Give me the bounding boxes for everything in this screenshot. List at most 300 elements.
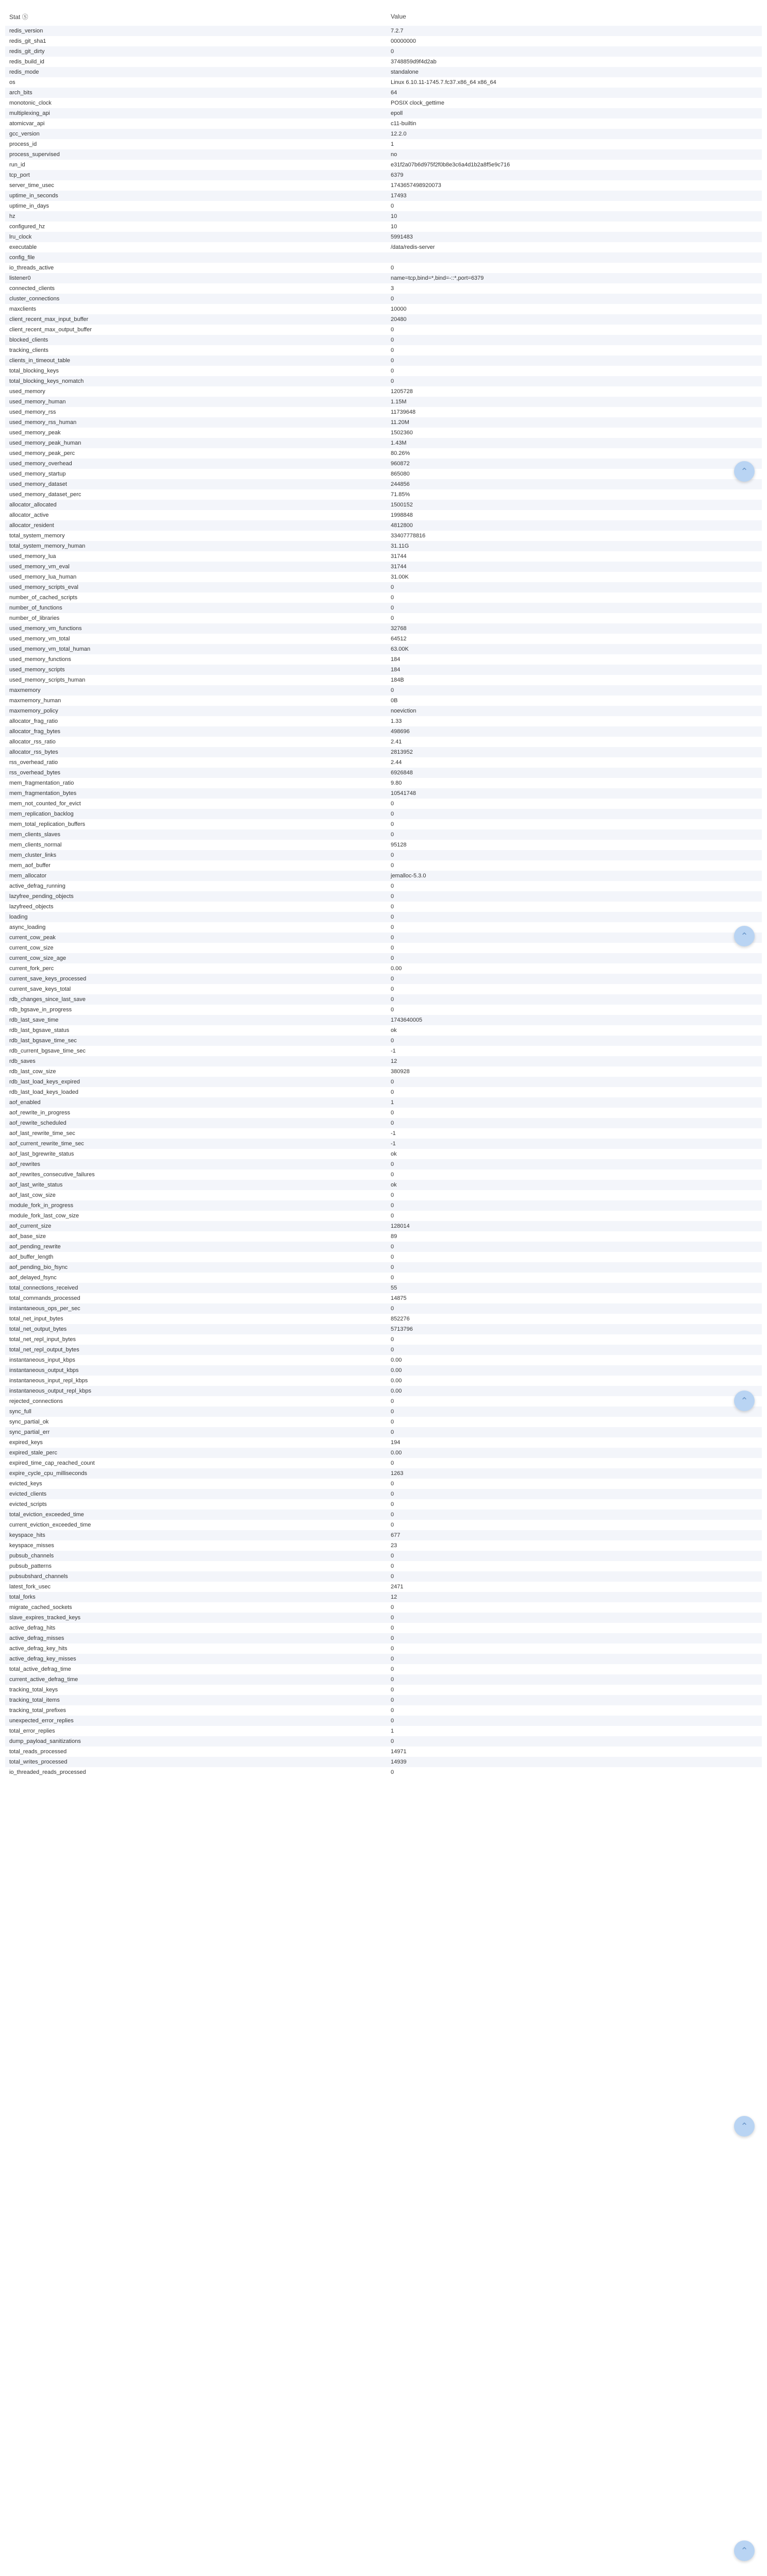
stat-value-cell: 0 bbox=[391, 1718, 394, 1724]
stat-name-cell: tracking_clients bbox=[9, 347, 48, 353]
stat-value-cell: epoll bbox=[391, 110, 403, 116]
stat-value-cell: 0 bbox=[391, 687, 394, 693]
stat-name-cell: total_net_repl_input_bytes bbox=[9, 1336, 76, 1343]
stat-value-cell: 0 bbox=[391, 1079, 394, 1085]
table-row bbox=[5, 242, 762, 252]
stat-value-cell: 0 bbox=[391, 1481, 394, 1487]
table-row bbox=[5, 98, 762, 108]
stat-value-cell: 33407778816 bbox=[391, 533, 426, 539]
stat-value-cell: 0.00 bbox=[391, 1450, 402, 1456]
table-row bbox=[5, 1046, 762, 1056]
stat-value-cell: 0 bbox=[391, 203, 394, 209]
stat-value-cell: 244856 bbox=[391, 481, 410, 487]
table-row bbox=[5, 953, 762, 963]
stat-value-cell: 0 bbox=[391, 615, 394, 621]
table-row bbox=[5, 1231, 762, 1242]
table-row bbox=[5, 1066, 762, 1077]
stat-name-cell: expired_time_cap_reached_count bbox=[9, 1460, 95, 1466]
stat-name-cell: evicted_clients bbox=[9, 1491, 47, 1497]
table-row bbox=[5, 623, 762, 634]
stat-name-cell: listener0 bbox=[9, 275, 31, 281]
stat-name-cell: aof_enabled bbox=[9, 1099, 41, 1106]
stat-value-cell: 14875 bbox=[391, 1295, 407, 1301]
stat-value-cell: 1 bbox=[391, 1099, 394, 1106]
table-row bbox=[5, 747, 762, 757]
table-row bbox=[5, 376, 762, 386]
scroll-top-button[interactable] bbox=[734, 2116, 755, 2137]
scroll-top-button[interactable] bbox=[734, 2540, 755, 2561]
stat-value-cell: 0 bbox=[391, 1573, 394, 1580]
stat-value-cell: -1 bbox=[391, 1130, 396, 1137]
chevron-up-icon: ⌃ bbox=[740, 930, 748, 941]
stat-name-cell: maxmemory bbox=[9, 687, 41, 693]
table-row bbox=[5, 1345, 762, 1355]
stat-value-cell: 71.85% bbox=[391, 492, 410, 498]
stat-name-cell: used_memory_human bbox=[9, 399, 66, 405]
table-row bbox=[5, 1334, 762, 1345]
stat-name-cell: aof_rewrites_consecutive_failures bbox=[9, 1172, 95, 1178]
stat-name-cell: uptime_in_days bbox=[9, 203, 49, 209]
stat-value-cell: 0 bbox=[391, 358, 394, 364]
table-row bbox=[5, 88, 762, 98]
stat-name-cell: redis_version bbox=[9, 28, 43, 34]
table-row bbox=[5, 1376, 762, 1386]
scroll-top-button[interactable] bbox=[734, 926, 755, 946]
table-row bbox=[5, 180, 762, 191]
stat-name-cell: cluster_connections bbox=[9, 296, 60, 302]
stat-value-cell: 0 bbox=[391, 1336, 394, 1343]
stat-name-cell: tracking_total_keys bbox=[9, 1687, 58, 1693]
scroll-top-button[interactable] bbox=[734, 461, 755, 482]
table-row bbox=[5, 500, 762, 510]
stat-value-cell: 5713796 bbox=[391, 1326, 413, 1332]
table-row bbox=[5, 1623, 762, 1633]
stat-name-cell: aof_pending_bio_fsync bbox=[9, 1264, 68, 1270]
table-row bbox=[5, 716, 762, 726]
stat-name-cell: total_commands_processed bbox=[9, 1295, 80, 1301]
stat-value-cell: 0 bbox=[391, 347, 394, 353]
stat-value-cell: 1.33 bbox=[391, 718, 402, 724]
table-row bbox=[5, 809, 762, 819]
table-row bbox=[5, 1170, 762, 1180]
stat-value-cell: 0 bbox=[391, 1347, 394, 1353]
stat-value-cell: c11-builtin bbox=[391, 121, 416, 127]
stat-name-cell: lru_clock bbox=[9, 234, 32, 240]
stat-name-cell: total_net_input_bytes bbox=[9, 1316, 63, 1322]
table-row bbox=[5, 1489, 762, 1499]
stat-value-cell: 1500152 bbox=[391, 502, 413, 508]
table-row bbox=[5, 1643, 762, 1654]
stat-value-cell: 0 bbox=[391, 584, 394, 590]
stat-value-cell: 0 bbox=[391, 1213, 394, 1219]
stat-name-cell: mem_fragmentation_ratio bbox=[9, 780, 74, 786]
stat-value-cell: 0 bbox=[391, 801, 394, 807]
stat-name-cell: executable bbox=[9, 244, 37, 250]
stat-name-cell: pubsub_channels bbox=[9, 1553, 54, 1559]
stat-name-cell: total_error_replies bbox=[9, 1728, 55, 1734]
table-row bbox=[5, 1252, 762, 1262]
stat-name-cell: server_time_usec bbox=[9, 182, 54, 189]
stat-value-cell: 20480 bbox=[391, 316, 407, 323]
table-row bbox=[5, 582, 762, 592]
stat-name-cell: instantaneous_output_repl_kbps bbox=[9, 1388, 92, 1394]
table-row bbox=[5, 1200, 762, 1211]
table-row bbox=[5, 1458, 762, 1468]
table-row bbox=[5, 984, 762, 994]
stat-value-cell: 0 bbox=[391, 1501, 394, 1507]
stat-value-cell: 865080 bbox=[391, 471, 410, 477]
table-row bbox=[5, 1396, 762, 1406]
table-row bbox=[5, 304, 762, 314]
stat-name-cell: used_memory_lua bbox=[9, 553, 56, 560]
table-row bbox=[5, 1716, 762, 1726]
table-row bbox=[5, 922, 762, 933]
stat-name-cell: keyspace_hits bbox=[9, 1532, 45, 1538]
stat-value-cell: 95128 bbox=[391, 842, 407, 848]
stat-name-cell: hz bbox=[9, 213, 15, 219]
stat-value-cell: 55 bbox=[391, 1285, 397, 1291]
table-row bbox=[5, 994, 762, 1005]
stat-value-cell: 0 bbox=[391, 1306, 394, 1312]
stat-name-cell: active_defrag_hits bbox=[9, 1625, 56, 1631]
table-row bbox=[5, 1108, 762, 1118]
stat-value-cell: 0 bbox=[391, 1604, 394, 1611]
stat-name-cell: slave_expires_tracked_keys bbox=[9, 1615, 81, 1621]
stat-value-cell bbox=[387, 252, 762, 263]
table-row bbox=[5, 1592, 762, 1602]
stat-name-cell: lazyfreed_objects bbox=[9, 904, 54, 910]
table-row bbox=[5, 1633, 762, 1643]
table-row bbox=[5, 386, 762, 397]
stat-name-cell: rdb_saves bbox=[9, 1058, 36, 1064]
stat-value-cell: 10541748 bbox=[391, 790, 416, 796]
stat-name-cell: used_memory_dataset bbox=[9, 481, 67, 487]
stat-value-cell: 1998848 bbox=[391, 512, 413, 518]
table-row bbox=[5, 479, 762, 489]
stat-value-cell: 0 bbox=[391, 914, 394, 920]
table-row bbox=[5, 1283, 762, 1293]
stat-name-cell: allocator_rss_bytes bbox=[9, 749, 58, 755]
stat-name-cell: total_forks bbox=[9, 1594, 36, 1600]
stat-name-cell: used_memory_vm_functions bbox=[9, 625, 82, 632]
stat-name-cell: aof_rewrite_in_progress bbox=[9, 1110, 71, 1116]
stat-value-cell: 3748859d9f4d2ab bbox=[391, 59, 437, 65]
stat-name-cell: rdb_last_load_keys_loaded bbox=[9, 1089, 78, 1095]
stat-value-cell: POSIX clock_gettime bbox=[391, 100, 444, 106]
table-row bbox=[5, 912, 762, 922]
table-row bbox=[5, 469, 762, 479]
stat-name-cell: uptime_in_seconds bbox=[9, 193, 58, 199]
table-row bbox=[5, 1159, 762, 1170]
table-row bbox=[5, 1613, 762, 1623]
table-row bbox=[5, 943, 762, 953]
stat-value-cell: 0 bbox=[391, 1687, 394, 1693]
table-row bbox=[5, 1499, 762, 1510]
stat-column-header[interactable]: Stat Ⓢ bbox=[5, 7, 387, 26]
stat-value-cell: -1 bbox=[391, 1141, 396, 1147]
stat-value-cell: 0 bbox=[391, 1172, 394, 1178]
stat-name-cell: used_memory_dataset_perc bbox=[9, 492, 81, 498]
stat-name-cell: migrate_cached_sockets bbox=[9, 1604, 72, 1611]
table-row bbox=[5, 1036, 762, 1046]
stat-value-cell: 0 bbox=[391, 955, 394, 961]
table-row bbox=[5, 1705, 762, 1716]
stat-value-cell: 2813952 bbox=[391, 749, 413, 755]
stat-value-cell: 1743657498920073 bbox=[391, 182, 441, 189]
table-row bbox=[5, 77, 762, 88]
stat-value-cell: 0.00 bbox=[391, 1388, 402, 1394]
stat-name-cell: rdb_last_save_time bbox=[9, 1017, 59, 1023]
table-row bbox=[5, 531, 762, 541]
stat-value-cell: 4812800 bbox=[391, 522, 413, 529]
stat-name-cell: aof_current_size bbox=[9, 1223, 52, 1229]
stats-table-header bbox=[5, 7, 762, 26]
stat-value-cell: 0 bbox=[391, 1769, 394, 1775]
stat-value-cell: 0 bbox=[391, 904, 394, 910]
stat-name-cell: used_memory_scripts_eval bbox=[9, 584, 78, 590]
stat-name-cell: mem_not_counted_for_evict bbox=[9, 801, 81, 807]
table-row bbox=[5, 1025, 762, 1036]
stat-name-cell: rss_overhead_bytes bbox=[9, 770, 61, 776]
table-row bbox=[5, 1097, 762, 1108]
stat-value-cell: 184 bbox=[391, 667, 401, 673]
table-row bbox=[5, 520, 762, 531]
stat-name-cell: rdb_last_bgsave_time_sec bbox=[9, 1038, 77, 1044]
stat-value-cell: 0 bbox=[391, 1625, 394, 1631]
stat-value-cell: 0 bbox=[391, 1264, 394, 1270]
table-row bbox=[5, 1664, 762, 1674]
stat-value-cell: 0 bbox=[391, 1635, 394, 1641]
stat-name-cell: mem_total_replication_buffers bbox=[9, 821, 86, 827]
stat-value-cell: 128014 bbox=[391, 1223, 410, 1229]
stat-name-cell: client_recent_max_input_buffer bbox=[9, 316, 89, 323]
stat-value-cell: ok bbox=[391, 1182, 397, 1188]
stat-value-cell: 0 bbox=[391, 976, 394, 982]
stat-name-cell: evicted_scripts bbox=[9, 1501, 47, 1507]
stat-name-cell: used_memory_scripts_human bbox=[9, 677, 86, 683]
stat-name-cell: total_system_memory bbox=[9, 533, 65, 539]
stat-name-cell: total_active_defrag_time bbox=[9, 1666, 71, 1672]
table-row bbox=[5, 768, 762, 778]
stat-value-cell: 0 bbox=[391, 1646, 394, 1652]
stat-name-cell: io_threads_active bbox=[9, 265, 54, 271]
stat-value-cell: 12 bbox=[391, 1594, 397, 1600]
stat-name-cell: current_save_keys_processed bbox=[9, 976, 87, 982]
stat-name-cell: pubsubshard_channels bbox=[9, 1573, 68, 1580]
stat-value-cell: 00000000 bbox=[391, 38, 416, 44]
table-row bbox=[5, 26, 762, 36]
stat-name-cell: sync_partial_err bbox=[9, 1429, 50, 1435]
stat-value-cell: 194 bbox=[391, 1439, 401, 1446]
table-row bbox=[5, 1540, 762, 1551]
stat-name-cell: aof_last_bgrewrite_status bbox=[9, 1151, 74, 1157]
stat-value-cell: 0.00 bbox=[391, 965, 402, 972]
table-row bbox=[5, 129, 762, 139]
stat-value-cell: 0 bbox=[391, 1089, 394, 1095]
stat-name-cell: aof_base_size bbox=[9, 1233, 46, 1240]
stat-value-cell: 14971 bbox=[391, 1749, 407, 1755]
scroll-top-button[interactable] bbox=[734, 1391, 755, 1411]
stat-value-cell: 0 bbox=[391, 1707, 394, 1714]
stat-value-cell: 1205728 bbox=[391, 388, 413, 395]
table-row bbox=[5, 160, 762, 170]
stat-name-cell: active_defrag_misses bbox=[9, 1635, 64, 1641]
stat-value-cell: 0 bbox=[391, 996, 394, 1003]
stat-name-cell: total_connections_received bbox=[9, 1285, 78, 1291]
stat-name-cell: redis_build_id bbox=[9, 59, 44, 65]
table-row bbox=[5, 1386, 762, 1396]
stat-name-cell: mem_clients_slaves bbox=[9, 832, 61, 838]
stat-value-cell: 184B bbox=[391, 677, 404, 683]
stat-value-cell: 10 bbox=[391, 224, 397, 230]
stat-name-cell: multiplexing_api bbox=[9, 110, 50, 116]
stat-value-cell: 184 bbox=[391, 656, 401, 663]
stat-value-cell: 1.43M bbox=[391, 440, 407, 446]
stat-name-cell: tracking_total_prefixes bbox=[9, 1707, 66, 1714]
stat-name-cell: configured_hz bbox=[9, 224, 45, 230]
table-row bbox=[5, 428, 762, 438]
table-row bbox=[5, 57, 762, 67]
stat-value-cell: 0 bbox=[391, 1738, 394, 1744]
stat-value-cell: 0 bbox=[391, 1244, 394, 1250]
table-row bbox=[5, 685, 762, 696]
stat-name-cell: instantaneous_input_kbps bbox=[9, 1357, 75, 1363]
stat-value-cell: 32768 bbox=[391, 625, 407, 632]
stat-value-cell: /data/redis-server bbox=[391, 244, 435, 250]
stat-name-cell: keyspace_misses bbox=[9, 1543, 54, 1549]
table-row bbox=[5, 799, 762, 809]
table-row bbox=[5, 232, 762, 242]
table-row bbox=[5, 407, 762, 417]
table-row bbox=[5, 211, 762, 222]
stat-name-cell: number_of_libraries bbox=[9, 615, 60, 621]
stat-name-cell: run_id bbox=[9, 162, 25, 168]
table-row bbox=[5, 222, 762, 232]
stat-name-cell: used_memory_peak_human bbox=[9, 440, 81, 446]
stat-name-cell: async_loading bbox=[9, 924, 46, 930]
table-row bbox=[5, 67, 762, 77]
stat-name-cell: redis_mode bbox=[9, 69, 39, 75]
stat-name-cell: rdb_last_cow_size bbox=[9, 1069, 56, 1075]
stat-name-cell: current_fork_perc bbox=[9, 965, 54, 972]
stat-value-cell: 0 bbox=[391, 832, 394, 838]
table-row bbox=[5, 829, 762, 840]
stat-value-cell: 0 bbox=[391, 265, 394, 271]
stat-name-cell: allocator_allocated bbox=[9, 502, 57, 508]
stat-value-cell: 7.2.7 bbox=[391, 28, 404, 34]
stat-name-cell: mem_clients_normal bbox=[9, 842, 62, 848]
stat-value-cell: 23 bbox=[391, 1543, 397, 1549]
table-row bbox=[5, 1520, 762, 1530]
table-row bbox=[5, 1747, 762, 1757]
header-row bbox=[5, 7, 762, 26]
stat-name-cell: mem_aof_buffer bbox=[9, 862, 51, 869]
stat-value-cell: 1 bbox=[391, 141, 394, 147]
table-row bbox=[5, 1005, 762, 1015]
table-row bbox=[5, 891, 762, 902]
stat-name-cell: connected_clients bbox=[9, 285, 55, 292]
table-row bbox=[5, 1273, 762, 1283]
stat-value-cell: no bbox=[391, 151, 397, 158]
table-row bbox=[5, 562, 762, 572]
table-row bbox=[5, 1293, 762, 1303]
stat-value-cell: 0 bbox=[391, 1656, 394, 1662]
table-row bbox=[5, 603, 762, 613]
chevron-up-icon: ⌃ bbox=[740, 1395, 748, 1406]
stat-value-cell: 0 bbox=[391, 1161, 394, 1167]
stat-value-cell: 0 bbox=[391, 1419, 394, 1425]
stat-name-cell: maxmemory_policy bbox=[9, 708, 58, 714]
stat-value-cell: 64 bbox=[391, 90, 397, 96]
stat-name-cell: mem_cluster_links bbox=[9, 852, 57, 858]
stat-name-cell: rejected_connections bbox=[9, 1398, 63, 1404]
stat-name-cell: loading bbox=[9, 914, 28, 920]
stat-value-cell: 0 bbox=[391, 337, 394, 343]
table-row bbox=[5, 438, 762, 448]
stat-name-cell: total_writes_processed bbox=[9, 1759, 68, 1765]
stat-name-cell: aof_rewrite_scheduled bbox=[9, 1120, 66, 1126]
table-row bbox=[5, 1685, 762, 1695]
stat-name-cell: used_memory_overhead bbox=[9, 461, 72, 467]
stat-name-cell: module_fork_in_progress bbox=[9, 1202, 74, 1209]
stat-name-cell: rdb_last_load_keys_expired bbox=[9, 1079, 80, 1085]
stat-value-cell: 0 bbox=[391, 893, 394, 900]
table-row bbox=[5, 737, 762, 747]
stat-name-cell: aof_rewrites bbox=[9, 1161, 40, 1167]
stat-value-cell: 0 bbox=[391, 1429, 394, 1435]
stat-value-cell: ok bbox=[391, 1027, 397, 1033]
stat-value-cell: 0 bbox=[391, 924, 394, 930]
table-row bbox=[5, 1726, 762, 1736]
stat-name-cell: used_memory_lua_human bbox=[9, 574, 77, 580]
table-row bbox=[5, 1128, 762, 1139]
stat-name-cell: used_memory_vm_total_human bbox=[9, 646, 91, 652]
stat-value-cell: 2.44 bbox=[391, 759, 402, 766]
stat-value-cell: Linux 6.10.11-1745.7.fc37.x86_64 x86_64 bbox=[391, 79, 496, 86]
table-row bbox=[5, 654, 762, 665]
stat-name-cell: rdb_current_bgsave_time_sec bbox=[9, 1048, 86, 1054]
table-row bbox=[5, 1077, 762, 1087]
stat-value-cell: noeviction bbox=[391, 708, 416, 714]
stat-name-cell: aof_last_rewrite_time_sec bbox=[9, 1130, 75, 1137]
stat-value-cell: 1.15M bbox=[391, 399, 407, 405]
stat-name-cell: current_cow_peak bbox=[9, 935, 56, 941]
table-row bbox=[5, 1510, 762, 1520]
table-row bbox=[5, 252, 762, 263]
stat-value-cell: 0 bbox=[391, 327, 394, 333]
stat-name-cell: mem_allocator bbox=[9, 873, 47, 879]
stat-name-cell: tracking_total_items bbox=[9, 1697, 60, 1703]
stat-name-cell: redis_git_sha1 bbox=[9, 38, 46, 44]
chevron-up-icon: ⌃ bbox=[740, 466, 748, 477]
table-row bbox=[5, 191, 762, 201]
table-row bbox=[5, 397, 762, 407]
table-row bbox=[5, 1654, 762, 1664]
stat-name-cell: active_defrag_key_hits bbox=[9, 1646, 68, 1652]
stat-name-cell: io_threaded_reads_processed bbox=[9, 1769, 86, 1775]
table-row bbox=[5, 1149, 762, 1159]
stats-table-body bbox=[5, 26, 762, 1777]
stat-name-cell: instantaneous_input_repl_kbps bbox=[9, 1378, 88, 1384]
stat-name-cell: aof_last_write_status bbox=[9, 1182, 63, 1188]
stat-value-cell: 0 bbox=[391, 368, 394, 374]
table-row bbox=[5, 448, 762, 459]
table-row bbox=[5, 1087, 762, 1097]
stat-name-cell: redis_git_dirty bbox=[9, 48, 45, 55]
table-row bbox=[5, 706, 762, 716]
stat-value-cell: 0 bbox=[391, 935, 394, 941]
table-row bbox=[5, 1221, 762, 1231]
